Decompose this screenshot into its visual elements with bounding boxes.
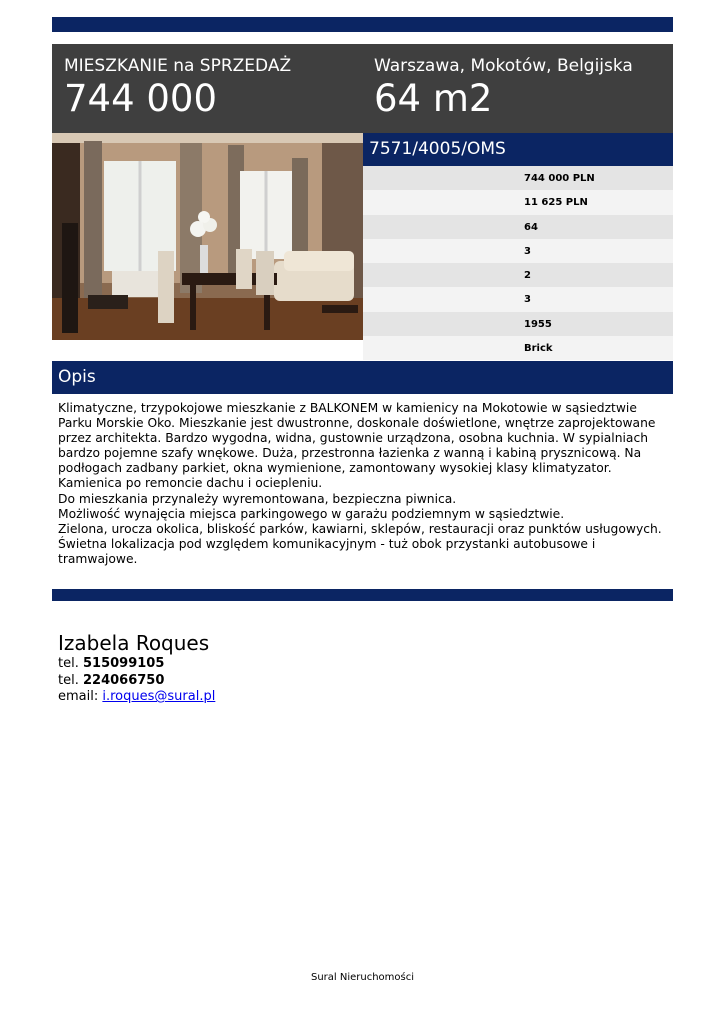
- description-paragraph: Klimatyczne, trzypokojowe mieszkanie z BALKONEM w kamienicy na Mokotowie w sąsiedztwie Parku Morskie Oko. Mieszkanie jest dwustronne, doskonale doświetlone, wnętrze zaprojektowane przez architekta. Bardzo wygodna, widna, gustownie urządzona, osobna kuchnia. W sypialniach bardzo pojemne szafy wnękowe. Duża, przestronna łazienka z wanną i kabiną prysznicową. Na podłogach zadbany parkiet, okna wymienione, zamontowany wysokiej klasy klimatyzator. Kamienica po remoncie dachu i ociepleniu.: [58, 401, 656, 491]
- description-text: [58, 401, 670, 567]
- email-line: [58, 689, 215, 706]
- description-paragraph: Do mieszkania przynależy wyremontowana, bezpieczna piwnica.: [58, 491, 457, 506]
- listing-price: 744 000: [64, 77, 218, 120]
- agent-contact: [58, 631, 215, 706]
- listing-type: MIESZKANIE na SPRZEDAŻ: [64, 56, 292, 76]
- detail-rooms: 3: [363, 239, 673, 263]
- section-divider-bar: [52, 589, 673, 601]
- detail-building-material: Brick: [363, 336, 673, 360]
- header-left: [64, 56, 291, 121]
- listing-area: 64 m2: [374, 77, 493, 120]
- listing-header: [52, 44, 673, 133]
- phone-number-1: 515099105: [82, 656, 165, 671]
- description-paragraph: Świetna lokalizacja pod względem komunikacyjnym - tuż obok przystanki autobusowe i tramwajowe.: [58, 536, 596, 566]
- phone-number-2: 224066750: [82, 672, 165, 688]
- apartment-photo: [52, 133, 363, 340]
- description-paragraph: Zielona, urocza okolica, bliskość parków, kawiarni, sklepów, restauracji oraz punktów usługowych.: [58, 521, 662, 536]
- agent-name: Izabela Roques: [58, 631, 210, 655]
- detail-floors-total: 3: [363, 287, 673, 311]
- tel-label: tel.: [58, 656, 79, 671]
- detail-year-built: 1955: [363, 312, 673, 336]
- detail-floor: 2: [363, 263, 673, 287]
- listing-location: Warszawa, Mokotów, Belgijska: [374, 56, 633, 76]
- detail-price: 744 000 PLN: [363, 166, 673, 190]
- description-paragraph: Możliwość wynajęcia miejsca parkingowego w garażu podziemnym w sąsiedztwie.: [58, 506, 565, 521]
- footer-company: Sural Nieruchomości: [310, 972, 415, 983]
- detail-price-per-m2: 11 625 PLN: [363, 190, 673, 214]
- top-accent-bar: [52, 17, 673, 32]
- tel-label: tel.: [58, 672, 79, 688]
- email-label: email:: [58, 689, 99, 704]
- phone-line-1: [58, 656, 215, 673]
- email-link[interactable]: i.roques@sural.pl: [102, 689, 216, 704]
- reference-number: 7571/4005/OMS: [363, 133, 673, 166]
- apartment-photo-illustration: [52, 133, 363, 340]
- phone-line-2: [58, 673, 215, 690]
- detail-area: 64: [363, 215, 673, 239]
- header-right: [374, 56, 633, 121]
- details-table: [363, 166, 673, 360]
- description-heading: Opis: [52, 361, 673, 394]
